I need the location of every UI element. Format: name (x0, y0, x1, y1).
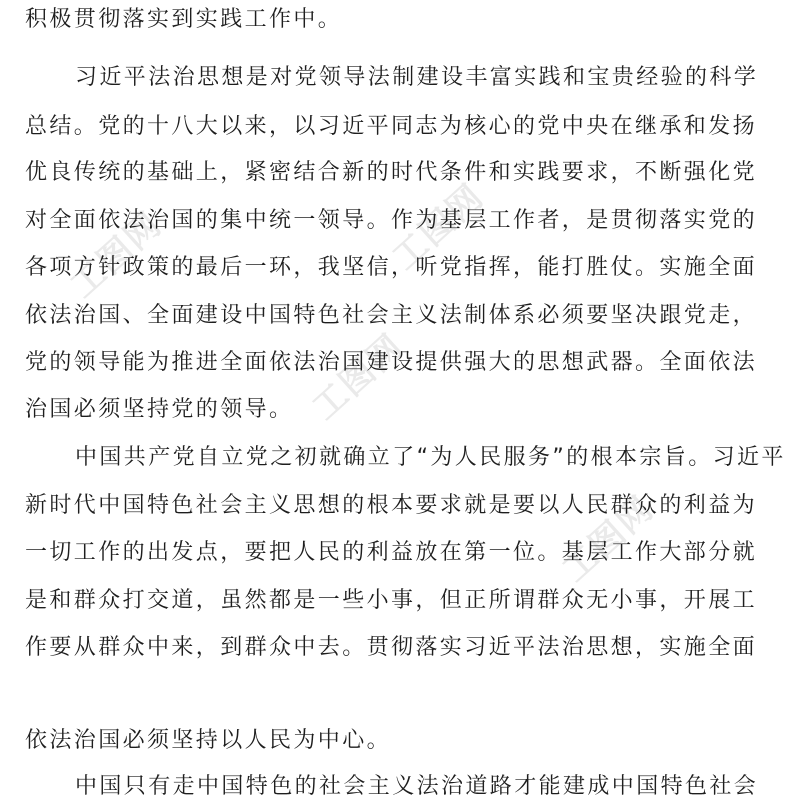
paragraph-line: 各项方针政策的最后一环，我坚信，听党指挥，能打胜仗。实施全面 (25, 255, 758, 280)
paragraph-line: 依法治国必须坚持以人民为中心。 (25, 728, 392, 753)
paragraph-line: 党的领导能为推进全面依法治国建设提供强大的思想武器。全面依法 (25, 350, 758, 375)
paragraph-line: 中国共产党自立党之初就确立了“为人民服务”的根本宗旨。习近平 (75, 445, 786, 470)
paragraph-line: 习近平法治思想是对党领导法制建设丰富实践和宝贵经验的科学 (75, 65, 759, 90)
watermark-text: 工图网 (62, 204, 170, 307)
watermark-text: 工图网 (554, 488, 662, 591)
paragraph-line: 优良传统的基础上，紧密结合新的时代条件和实践要求，不断强化党 (25, 160, 758, 185)
paragraph-line: 中国只有走中国特色的社会主义法治道路才能建成中国特色社会 (75, 774, 759, 799)
watermark-text: 工图网 (304, 326, 412, 429)
paragraph-line: 是和群众打交道，虽然都是一些小事，但正所谓群众无小事，开展工 (25, 588, 758, 613)
paragraph-line: 对全面依法治国的集中统一领导。作为基层工作者，是贯彻落实党的 (25, 208, 758, 233)
watermark-text: 工图网 (384, 176, 492, 279)
paragraph-line: 作要从群众中来，到群众中去。贯彻落实习近平法治思想，实施全面 (25, 635, 758, 660)
paragraph-line: 总结。党的十八大以来，以习近平同志为核心的党中央在继承和发扬 (25, 114, 758, 139)
paragraph-line: 积极贯彻落实到实践工作中。 (25, 7, 343, 32)
paragraph-line: 依法治国、全面建设中国特色社会主义法制体系必须要坚决跟党走， (25, 303, 758, 328)
paragraph-line: 治国必须坚持党的领导。 (25, 397, 294, 422)
paragraph-line: 一切工作的出发点，要把人民的利益放在第一位。基层工作大部分就 (25, 540, 758, 565)
paragraph-line: 新时代中国特色社会主义思想的根本要求就是要以人民群众的利益为 (25, 493, 758, 518)
